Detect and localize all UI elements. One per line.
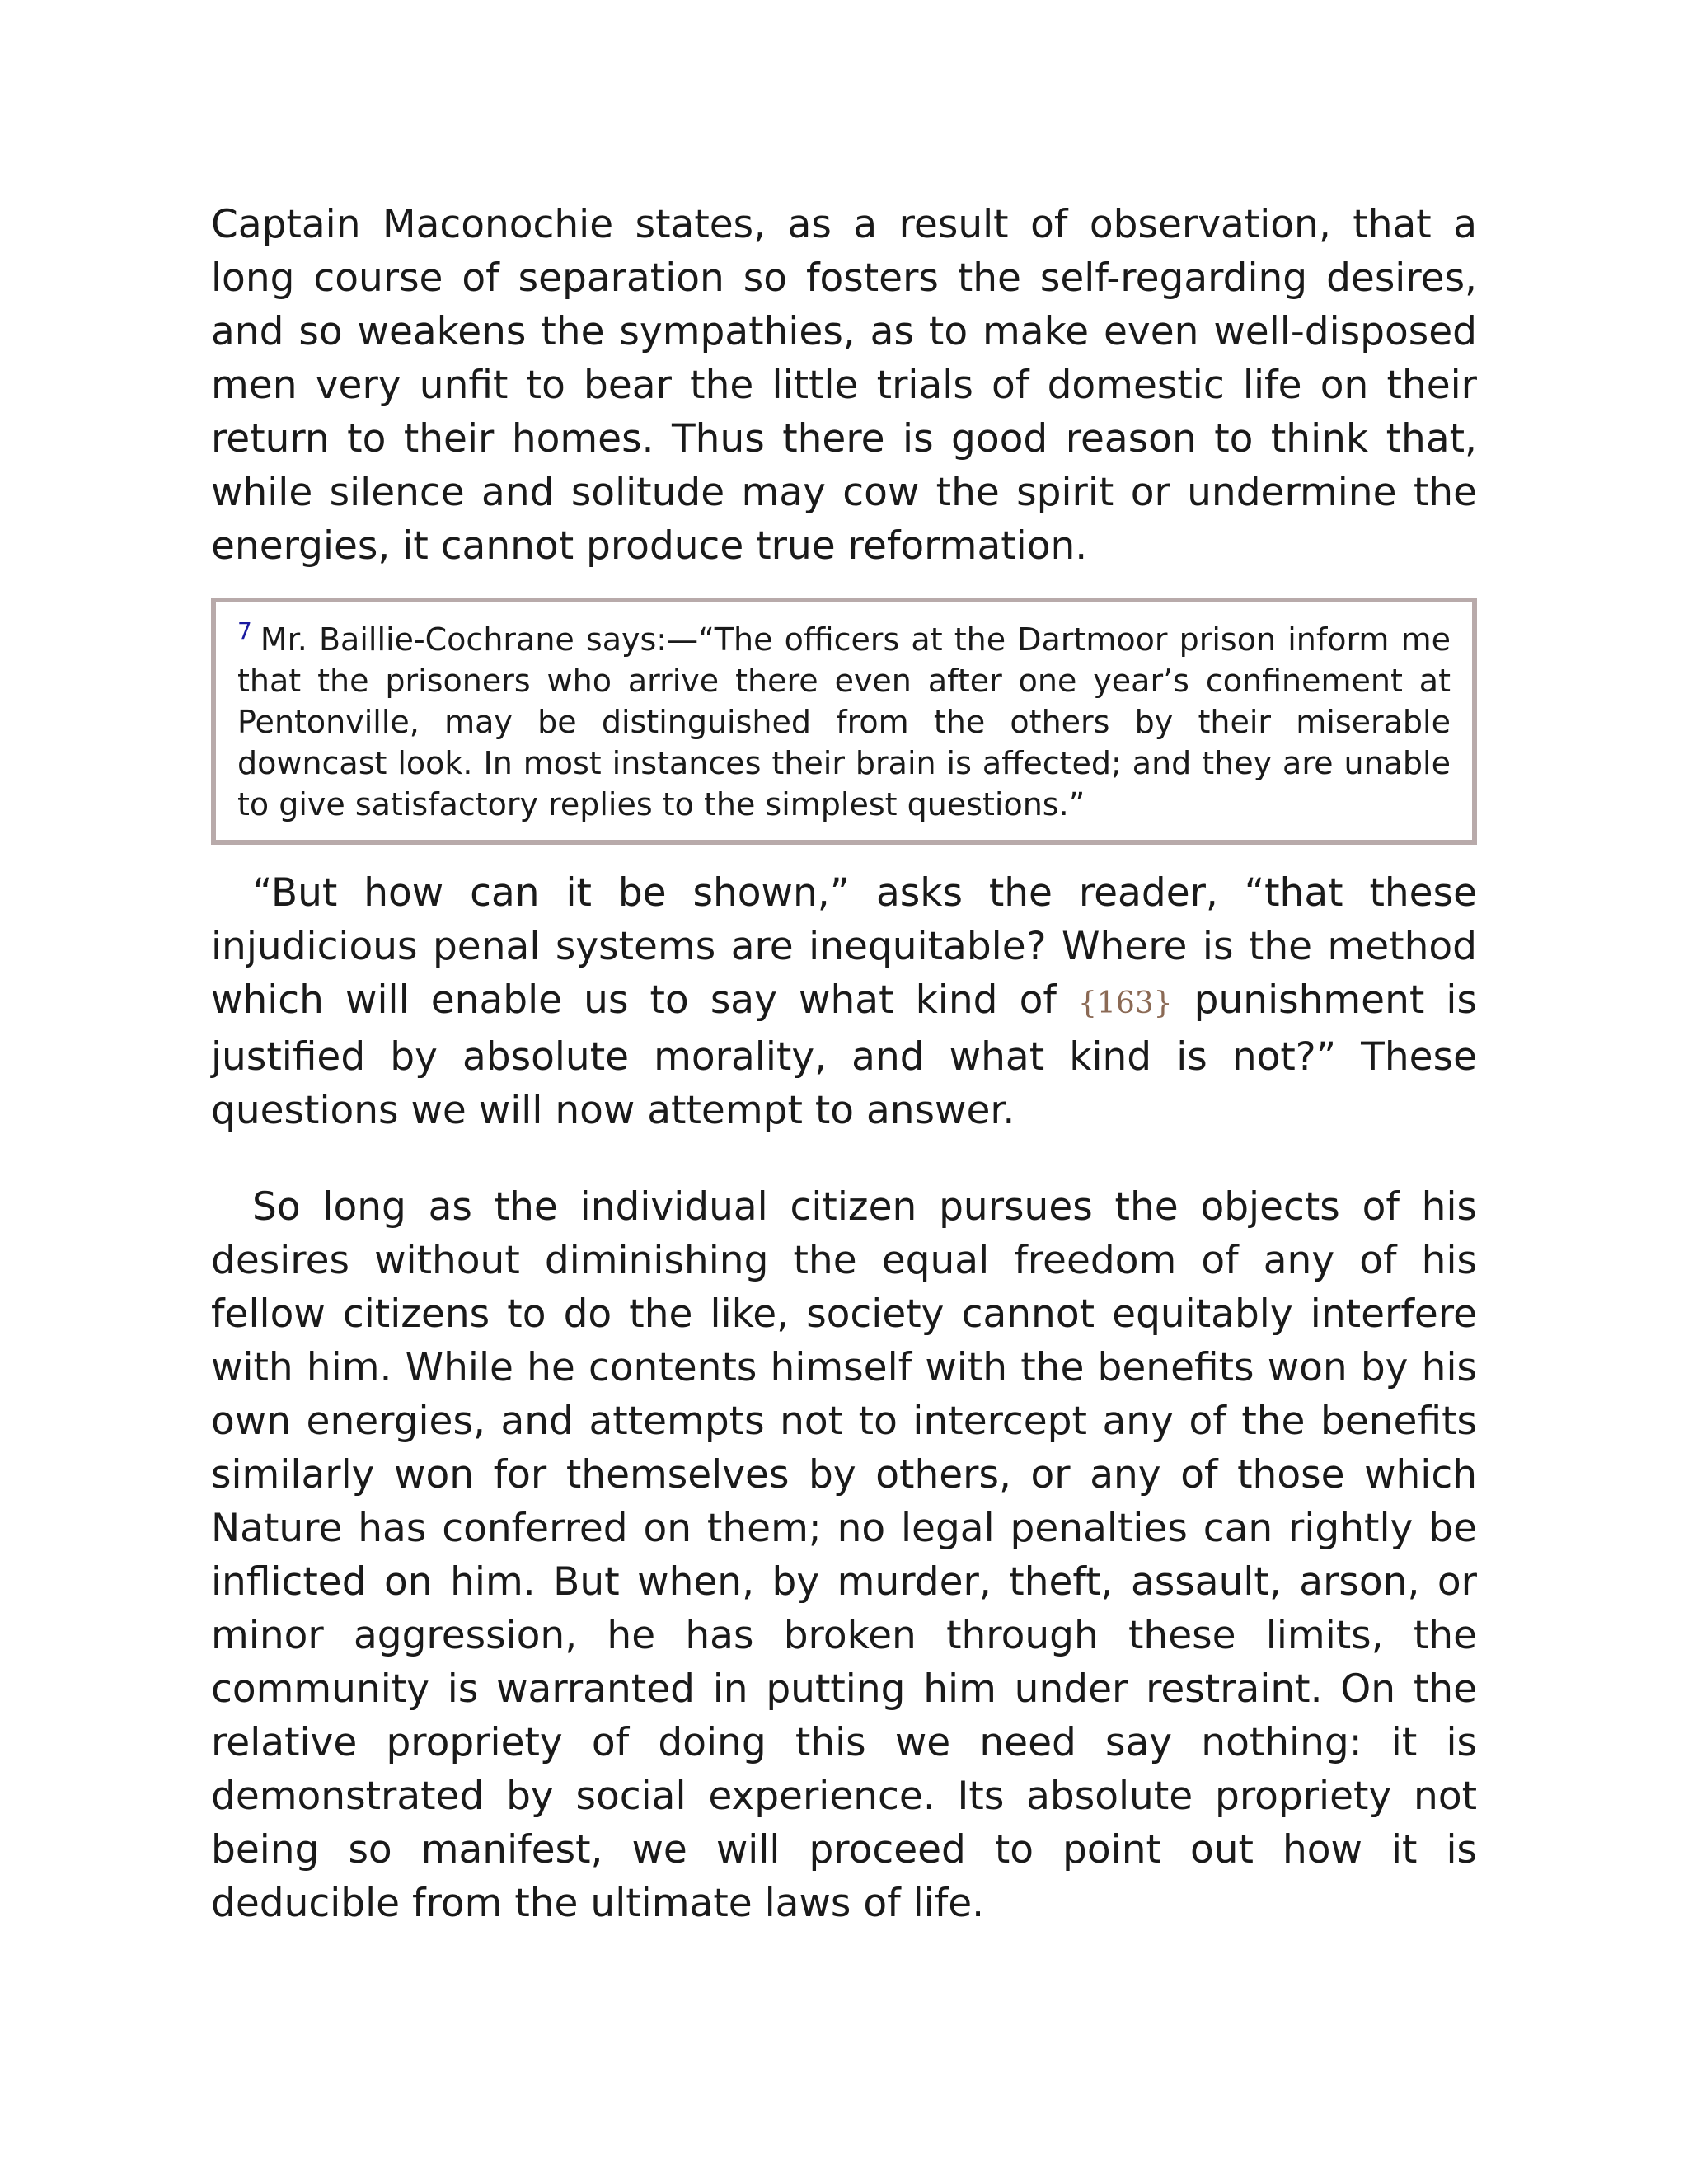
paragraph-reader-question: [211, 866, 1477, 1137]
paragraph-text-after: punishment is justified by absolute morality, and what kind is not?” These questions we will now attempt to answer.: [211, 977, 1477, 1133]
page-number-ref[interactable]: {163}: [1078, 987, 1173, 1020]
footnote-marker[interactable]: 7: [237, 617, 252, 644]
footnote-box: [211, 598, 1477, 845]
footnote-body: Mr. Baillie-Cochrane says:—“The officers at the Dartmoor prison inform me that the prisoners who arrive there even after one year’s confinement at Pentonville, may be distinguished from the others by their miserable downcast look. In most instances their brain is affected; and they are unable to give satisfactory replies to the simplest questions.”: [237, 621, 1451, 823]
paragraph-individual-citizen: So long as the individual citizen pursues the objects of his desires without diminishing the equal freedom of any of his fellow citizens to do the like, society cannot equitably interfere with him. While he contents himself with the benefits won by his own energies, and attempts not to intercept any of the benefits similarly won for themselves by others, or any of those which Nature has conferred on them; no legal penalties can rightly be inflicted on him. But when, by murder, theft, assault, arson, or minor aggression, he has broken through these limits, the community is warranted in putting him under restraint. On the relative propriety of doing this we need say nothing: it is demonstrated by social experience. Its absolute propriety not being so manifest, we will proceed to point out how it is deducible from the ultimate laws of life.: [211, 1184, 1477, 1926]
paragraph-maconochie: Captain Maconochie states, as a result of observation, that a long course of separation so fosters the self-regarding desires, and so weakens the sympathies, as to make even well-disposed men very unfit to bear the little trials of domestic life on their return to their homes. Thus there is good reason to think that, while silence and solitude may cow the spirit or undermine the energies, it cannot produce true reformation.: [211, 202, 1477, 569]
footnote-text: [237, 619, 1451, 825]
page-body: [211, 198, 1477, 1930]
paragraph-text-before: “But how can it be shown,” asks the reader, “that these injudicious penal systems are inequitable? Where is the method which will enable us to say what kind of: [211, 870, 1477, 1023]
